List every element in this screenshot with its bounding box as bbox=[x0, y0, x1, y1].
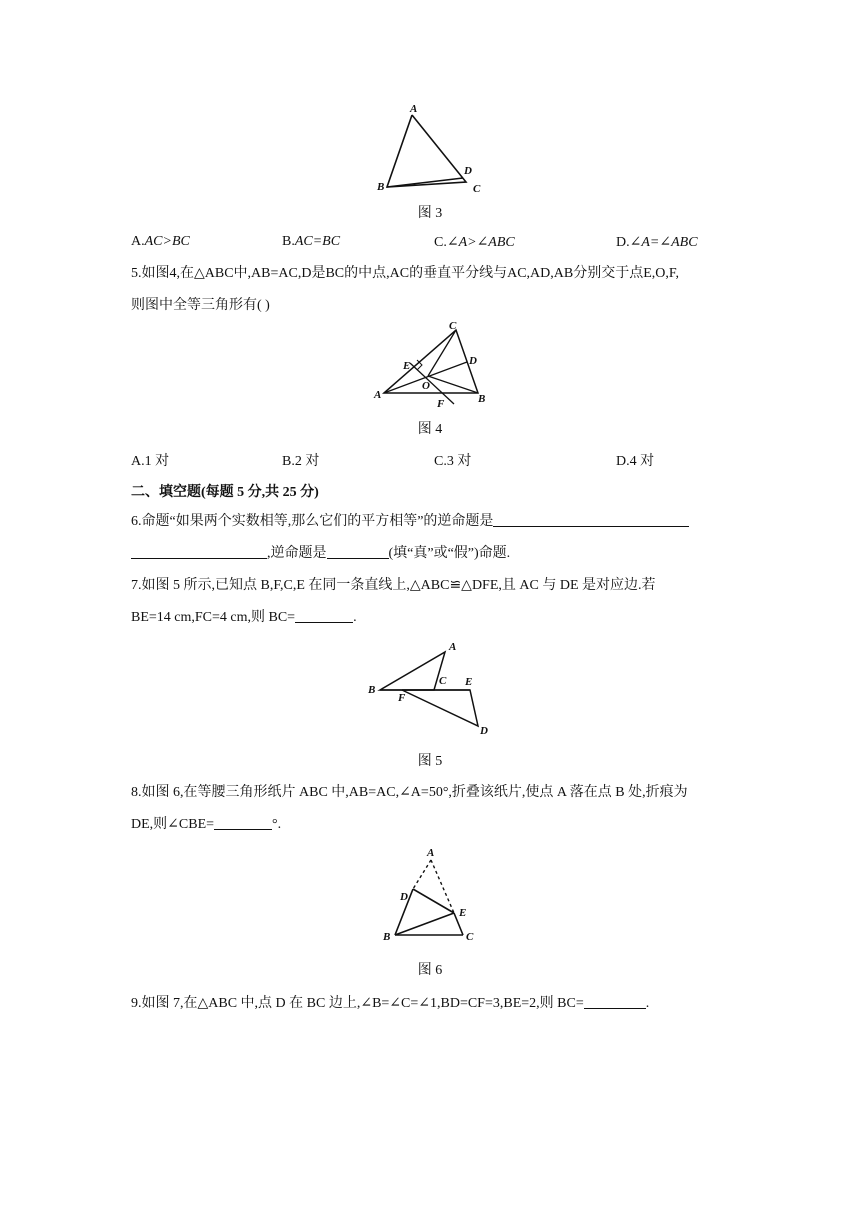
q5-line-2: 则图中全等三角形有( ) bbox=[131, 298, 270, 313]
label-C: C bbox=[466, 931, 474, 943]
label-O: O bbox=[422, 380, 430, 392]
label-D: D bbox=[400, 891, 408, 903]
q6-line-2: ,逆命题是 (填“真”或“假”)命题. bbox=[131, 544, 510, 564]
q7-line-2: BE=14 cm,FC=4 cm,则 BC= . bbox=[131, 610, 357, 625]
q8-line-1: 8.如图 6,在等腰三角形纸片 ABC 中,AB=AC,∠A=50°,折叠该纸片,使点 A 落在点 B 处,折痕为 bbox=[131, 785, 688, 800]
figure-5-caption: 图 5 bbox=[417, 754, 443, 769]
q5-line-1: 5.如图4,在△ABC中,AB=AC,D是BC的中点,AC的垂直平分线与AC,AD,AB分别交于点E,O,F, bbox=[131, 266, 680, 281]
answer-blank[interactable] bbox=[584, 994, 646, 1009]
label-D: D bbox=[469, 355, 477, 367]
label-E: E bbox=[465, 676, 473, 688]
figure-3-caption: 图 3 bbox=[417, 206, 443, 221]
answer-blank[interactable] bbox=[214, 815, 272, 830]
label-D: D bbox=[480, 725, 488, 737]
q6-line-1: 6.命题“如果两个实数相等,那么它们的平方相等”的逆命题是 bbox=[131, 512, 689, 532]
label-F: F bbox=[437, 398, 445, 410]
q5-option-d: D.4 对 bbox=[616, 454, 655, 469]
answer-blank[interactable] bbox=[295, 608, 353, 623]
q8-line-2: DE,则∠CBE= °. bbox=[131, 817, 282, 832]
q5-option-c: C.3 对 bbox=[434, 454, 472, 469]
label-C: C bbox=[473, 183, 481, 195]
q9-line-1: 9.如图 7,在△ABC 中,点 D 在 BC 边上,∠B=∠C=∠1,BD=CF=3,BE=2,则 BC= . bbox=[131, 996, 650, 1011]
label-C: C bbox=[439, 675, 447, 687]
label-A: A bbox=[410, 103, 418, 115]
label-A: A bbox=[449, 641, 457, 653]
label-E: E bbox=[459, 907, 467, 919]
answer-blank[interactable] bbox=[131, 544, 267, 559]
answer-blank[interactable] bbox=[493, 512, 689, 527]
q5-option-b: B.2 对 bbox=[282, 454, 320, 469]
label-B: B bbox=[383, 931, 391, 943]
label-A: A bbox=[374, 389, 382, 401]
q4-option-c: C.∠A>∠ABC bbox=[434, 235, 515, 250]
figure-4-caption: 图 4 bbox=[417, 422, 443, 437]
section-title: 二、填空题(每题 5 分,共 25 分) bbox=[131, 485, 319, 500]
label-F: F bbox=[398, 692, 406, 704]
q4-option-a: A.AC>BC bbox=[131, 234, 190, 249]
label-B: B bbox=[478, 393, 486, 405]
q4-option-b: B.AC=BC bbox=[282, 234, 341, 249]
label-A: A bbox=[427, 847, 435, 859]
q5-option-a: A.1 对 bbox=[131, 454, 170, 469]
figure-6 bbox=[375, 843, 485, 948]
figure-4 bbox=[370, 318, 495, 413]
label-D: D bbox=[464, 165, 472, 177]
q7-line-1: 7.如图 5 所示,已知点 B,F,C,E 在同一条直线上,△ABC≌△DFE,且 AC 与 DE 是对应边.若 bbox=[131, 578, 656, 593]
figure-3 bbox=[370, 100, 490, 200]
label-B: B bbox=[377, 181, 385, 193]
figure-5 bbox=[360, 634, 500, 744]
label-B: B bbox=[368, 684, 376, 696]
label-E: E bbox=[403, 360, 411, 372]
answer-blank[interactable] bbox=[327, 544, 389, 559]
q4-option-d: D.∠A=∠ABC bbox=[616, 235, 698, 250]
figure-6-caption: 图 6 bbox=[417, 963, 443, 978]
label-C: C bbox=[449, 320, 457, 332]
